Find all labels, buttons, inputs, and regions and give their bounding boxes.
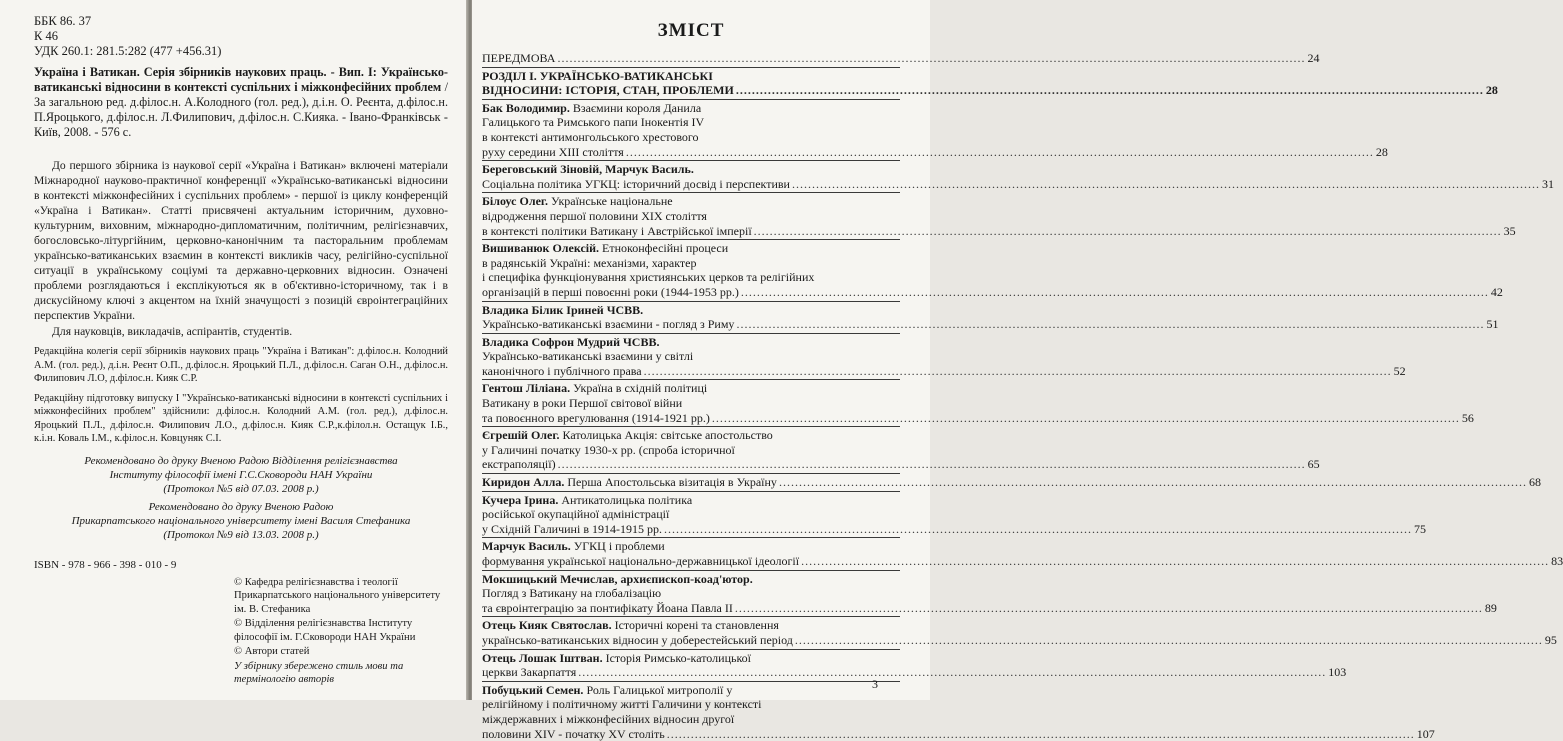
toc-author: Єгрешій Олег.	[482, 428, 560, 443]
approval-line: (Протокол №9 від 13.03. 2008 р.)	[163, 528, 319, 541]
toc-line-text	[482, 285, 739, 300]
right-page	[472, 0, 1563, 741]
toc-line-text	[482, 145, 624, 160]
toc-line	[482, 600, 1497, 616]
toc-line-text	[482, 651, 751, 666]
toc-title-text: Українсько-ватиканські взаємини - погляд з Риму	[482, 317, 735, 332]
toc-line-text	[482, 522, 662, 537]
toc-line-text	[482, 493, 692, 508]
bbk-code: ББК 86. 37	[34, 14, 92, 28]
toc-leader-dots	[578, 665, 1326, 680]
toc-title-text: Перша Апостольська візитація в Україну	[564, 475, 777, 490]
toc-title-text: в контексті політики Ватикану і Австрійської імперії	[482, 223, 752, 238]
style-note: У збірнику збережено стиль мови та термінологію авторів	[234, 660, 404, 685]
toc-title-text: УГКЦ і проблеми	[570, 539, 665, 554]
toc-leader-dots	[644, 364, 1392, 379]
toc-leader-dots	[741, 285, 1489, 300]
toc-page-number: 89	[1484, 600, 1497, 615]
toc-page-number: 75	[1413, 521, 1426, 536]
toc-leader-dots	[557, 51, 1305, 66]
toc-line-text	[482, 712, 734, 727]
toc-line-text	[482, 83, 734, 98]
toc-line-text	[482, 69, 713, 84]
toc-leader-dots	[558, 457, 1306, 472]
toc-line-text	[482, 241, 728, 256]
toc-line	[482, 176, 1554, 192]
toc-line-text	[482, 727, 665, 741]
toc-author: Мокшицький Мечислав, архиєпископ-коад'ютор.	[482, 571, 753, 586]
toc-page-number: 28	[1485, 83, 1498, 98]
toc-line-text	[482, 443, 735, 458]
toc-line	[482, 618, 900, 633]
toc-line	[482, 101, 900, 116]
toc-title-text: формування української національно-державницької ідеології	[482, 554, 800, 568]
toc-line	[482, 256, 900, 271]
approval-institute	[34, 454, 448, 496]
toc-title-text: Антикатолицька політика	[558, 492, 693, 507]
approval-university	[34, 500, 448, 542]
issue-editorial-board: Редакційну підготовку випуску І "Українсько-ватиканські відносини в контексті суспільних і міжконфесійних проблем" здійснили: д.філос.н. Колодний А.М. (гол. ред.), д.філос.н. Яроцький П.Л., д.філос.н. Филипович Л.О., д.філос.н. Кияк С.Р.,к.філол.н. Остащук І.Б., к.і.н. Коваль І.М., к.філос.н. Ковцуняк С.І.	[34, 392, 448, 444]
toc-entry	[482, 67, 1498, 98]
toc-line	[482, 586, 900, 601]
toc-line	[482, 241, 900, 256]
toc-author: Бак Володимир.	[482, 100, 570, 115]
toc-leader-dots	[736, 83, 1484, 98]
toc-line	[482, 194, 900, 209]
toc-line	[482, 83, 1498, 98]
toc-title-text: Українсько-ватиканські взаємини у світлі	[482, 349, 694, 364]
toc-page-number: 103	[1328, 665, 1347, 680]
toc-title-text: міждержавних і міжконфесійних відносин другої	[482, 711, 735, 726]
toc-leader-dots	[795, 633, 1543, 648]
toc-line-text	[482, 224, 752, 239]
page-number: 3	[872, 677, 878, 691]
toc-title-text: ПЕРЕДМОВА	[482, 51, 556, 65]
toc-line-text	[482, 130, 699, 145]
toc-title-text: РОЗДІЛ І. УКРАЇНСЬКО-ВАТИКАНСЬКІ	[482, 68, 713, 83]
toc-line	[482, 443, 900, 458]
toc-title-text: Взаємини короля Данила	[569, 100, 702, 115]
toc-page-number: 35	[1503, 223, 1516, 238]
toc-heading: ЗМІСТ	[657, 20, 725, 41]
toc-line	[482, 69, 900, 84]
toc-line-text	[482, 396, 682, 411]
toc-page-number: 24	[1307, 51, 1320, 65]
toc-title-text: релігійному і політичному житті Галичини у контексті	[482, 697, 762, 712]
toc-title-text: у Східній Галичині в 1914-1915 рр.	[482, 521, 662, 536]
toc-page-number: 42	[1490, 284, 1503, 299]
toc-entry	[482, 649, 1347, 680]
toc-line-text	[482, 457, 556, 472]
toc-line-text	[482, 411, 710, 426]
toc-page-number: 107	[1416, 726, 1435, 741]
toc-title-text: Католицька Акція: світське апостольство	[559, 428, 773, 443]
toc-page-number: 83	[1551, 554, 1563, 568]
toc-title-text: відродження першої половини XIX століття	[482, 208, 707, 223]
toc-line-text	[482, 303, 643, 318]
toc-title-text: Погляд з Ватикану на глобалізацію	[482, 586, 662, 601]
toc-line	[482, 632, 1557, 648]
toc-title-text: половини XIV - початку XV століть	[482, 726, 665, 741]
toc-line	[482, 51, 1320, 66]
toc-title-text: Історичні корені та становлення	[611, 618, 779, 633]
toc-title-text: Галицького та Римського папи Інокентія IV	[482, 115, 705, 130]
toc-line	[482, 539, 900, 554]
toc-page-number: 52	[1393, 363, 1406, 378]
toc-line-text	[482, 428, 773, 443]
toc-line-text	[482, 539, 665, 554]
toc-entry	[482, 491, 1426, 537]
toc-entry	[482, 681, 1435, 741]
toc-line	[482, 335, 900, 350]
toc-author: Білоус Олег.	[482, 194, 548, 209]
toc-page-number: 28	[1375, 144, 1388, 159]
toc-author: Кучера Ірина.	[482, 492, 559, 507]
toc-line-text	[482, 256, 696, 271]
bibliographic-description	[34, 65, 448, 140]
toc-line	[482, 507, 900, 522]
toc-line	[482, 651, 900, 666]
toc-line	[482, 130, 900, 145]
toc-entry	[482, 473, 1541, 490]
toc-author: Вишиванюк Олексій.	[482, 241, 600, 256]
toc-title-text: організацій в перші повоєнні роки (1944-1953 рр.)	[482, 284, 739, 299]
toc-entry	[482, 570, 1497, 616]
udc-code: УДК 260.1: 281.5:282 (477 +456.31)	[34, 44, 222, 58]
toc-title-text: в контексті антимонгольського хрестового	[482, 129, 699, 144]
abstract: До першого збірника із наукової серії «Україна і Ватикан» включені матеріали Міжнародної науково-практичної конференції «Українсько-ватиканські відносини в контексті міжконфесійних і суспільних проблем» - першої із циклу конференцій «Україна і Ватикан». Статті присвячені актуальним історичним, духовно-культурним, виховним, міжнародно-дипломатичним, політичним, релігієзнавчих, богословсько-літургійним, церковно-канонічним та пасторальним проблемам українсько-ватиканських взаємин в контексті викликів часу, релігійно-суспільної ситуації в українському соціумі та державно-церковних відносин. Означені проблеми розглядаються і експлікуються як в об'єктивно-історичному, так і в дискусійному ключі з акцентом на їхній значущості з позицій євроінтеграційних перспектив України.	[34, 159, 448, 322]
book-imprint: / За загальною ред. д.філос.н. А.Колодного (гол. ред.), д.і.н. О. Реєнта, д.філос.н. П.Яроцького, д.філос.н. Л.Филипович, д.філос.н. С.Кияка. - Івано-Франківськ - Київ, 2008. - 576 с.	[34, 80, 448, 139]
toc-leader-dots	[801, 554, 1549, 569]
toc-title-text: ВІДНОСИНИ: ІСТОРІЯ, СТАН, ПРОБЛЕМИ	[482, 83, 734, 98]
toc-line	[482, 712, 900, 727]
toc-line	[482, 284, 1503, 300]
toc-line-text	[482, 586, 661, 601]
toc-author: Владика Білик Іриней ЧСВВ.	[482, 302, 644, 317]
toc-line	[482, 162, 900, 177]
toc-page-number: 31	[1541, 176, 1554, 191]
toc-title-text: екстраполяції)	[482, 457, 556, 472]
toc-line	[482, 726, 1435, 741]
toc-line	[482, 665, 1347, 680]
toc-author: Киридон Алла.	[482, 475, 565, 490]
toc-title-text: та євроінтеграцію за понтифікату Йоана Павла ІІ	[482, 600, 733, 615]
toc-entry	[482, 50, 1320, 66]
approval-line: (Протокол №5 від 07.03. 2008 р.)	[163, 482, 319, 495]
approval-line: Рекомендовано до друку Вченою Радою Відділення релігієзнавства	[84, 454, 398, 467]
toc-leader-dots	[779, 475, 1527, 490]
toc-line	[482, 349, 900, 364]
copyright-line: © Відділення релігієзнавства Інституту філософії ім. Г.Сковороди НАН України	[234, 618, 416, 643]
toc-line	[482, 381, 900, 396]
toc-title-text: Ватикану в роки Першої світової війни	[482, 396, 683, 411]
toc-line-text	[482, 209, 707, 224]
toc-line	[482, 396, 900, 411]
toc-line	[482, 428, 900, 443]
toc-title-text: Етноконфесійні процеси	[599, 241, 729, 256]
left-page	[0, 0, 468, 700]
toc-line	[482, 572, 900, 587]
toc-leader-dots	[736, 317, 1484, 332]
toc-line-text	[482, 115, 704, 130]
toc-page-number: 68	[1528, 475, 1541, 490]
toc-line	[482, 457, 1320, 472]
toc-author: Береговський Зіновій, Марчук Василь.	[482, 162, 694, 177]
toc-author: Отець Лошак Іштван.	[482, 650, 603, 665]
toc-title-text: Соціальна політика УГКЦ: історичний досвід і перспективи	[482, 176, 790, 191]
toc-title-text: українсько-ватиканських відносин у добереcтейський період	[482, 632, 793, 647]
toc-line-text	[482, 194, 673, 209]
toc-title-text: та повоєнного врегулювання (1914-1921 рр.)	[482, 410, 710, 425]
audience-note: Для науковців, викладачів, аспірантів, студентів.	[52, 325, 293, 338]
toc-line-text	[482, 554, 799, 569]
toc-title-text: у Галичині початку 1930-х рр. (спроба історичної	[482, 442, 735, 457]
toc-line	[482, 493, 900, 508]
author-mark: К 46	[34, 29, 58, 43]
toc-line	[482, 209, 900, 224]
approval-line: Прикарпатського національного університету імені Василя Стефаника	[71, 514, 411, 527]
toc-page-number: 51	[1486, 317, 1499, 332]
toc-leader-dots	[754, 224, 1502, 239]
toc-title-text: російської окупаційної адміністрації	[482, 507, 670, 522]
toc-line-text	[482, 683, 732, 698]
toc-entry	[482, 239, 1503, 299]
toc-title-text: церкви Закарпаття	[482, 665, 577, 680]
toc-leader-dots	[712, 411, 1460, 426]
toc-entry	[482, 301, 1499, 332]
toc-line-text	[482, 633, 793, 648]
toc-line-text	[482, 270, 814, 285]
toc-entry	[482, 192, 1516, 238]
table-of-contents	[482, 50, 1563, 741]
toc-page-number: 56	[1461, 410, 1474, 425]
classification-codes	[34, 14, 448, 59]
toc-line-text	[482, 335, 659, 350]
toc-line-text	[482, 162, 694, 177]
toc-line	[482, 410, 1474, 426]
toc-leader-dots	[664, 522, 1412, 537]
toc-line	[482, 554, 1563, 569]
toc-title-text: Україна в східній політиці	[570, 381, 708, 396]
toc-leader-dots	[792, 177, 1540, 192]
toc-author: Отець Кияк Святослав.	[482, 618, 612, 633]
toc-line	[482, 475, 1541, 490]
toc-line	[482, 115, 900, 130]
toc-line	[482, 270, 900, 285]
toc-line	[482, 144, 1388, 160]
copyright-block	[234, 576, 448, 687]
toc-title-text: Історія Римсько-католицької	[602, 650, 752, 665]
toc-line-text	[482, 364, 642, 379]
toc-line	[482, 363, 1406, 379]
toc-leader-dots	[735, 601, 1483, 616]
toc-page-number: 95	[1544, 632, 1557, 647]
toc-line-text	[482, 177, 790, 192]
toc-line	[482, 697, 900, 712]
toc-leader-dots	[626, 145, 1374, 160]
toc-entry	[482, 160, 1554, 191]
toc-line	[482, 303, 900, 318]
toc-line-text	[482, 507, 669, 522]
toc-line-text	[482, 572, 753, 587]
toc-line-text	[482, 475, 777, 490]
toc-line-text	[482, 618, 779, 633]
toc-line-text	[482, 51, 555, 66]
toc-line	[482, 317, 1499, 332]
toc-title-text: Роль Галицької митрополії у	[583, 682, 733, 697]
toc-line-text	[482, 601, 733, 616]
toc-entry	[482, 616, 1557, 647]
copyright-line: © Автори статей	[234, 646, 310, 657]
toc-author: Побуцький Семен.	[482, 682, 584, 697]
toc-entry	[482, 333, 1406, 379]
toc-author: Марчук Василь.	[482, 539, 571, 554]
toc-entry	[482, 99, 1388, 159]
toc-title-text: в радянській Україні: механізми, характер	[482, 255, 697, 270]
toc-entry	[482, 426, 1320, 472]
toc-line	[482, 683, 900, 698]
toc-line-text	[482, 697, 762, 712]
toc-title-text: Українське національне	[548, 194, 673, 209]
toc-page-number: 65	[1307, 457, 1320, 472]
approval-line: Рекомендовано до друку Вченою Радою	[148, 500, 334, 513]
toc-author: Владика Софрон Мудрий ЧСВВ.	[482, 334, 660, 349]
toc-line	[482, 223, 1516, 239]
toc-title-text: канонічного і публічного права	[482, 363, 642, 378]
toc-title-text: і специфіка функціонування християнських церков та релігійних	[482, 270, 815, 285]
approval-line: Інституту філософії імені Г.С.Сковороди НАН України	[109, 468, 373, 481]
toc-entry	[482, 379, 1474, 425]
isbn: ISBN - 978 - 966 - 398 - 010 - 9	[34, 558, 177, 571]
toc-line-text	[482, 349, 693, 364]
toc-author: Гентош Ліліана.	[482, 381, 571, 396]
toc-entry	[482, 537, 1563, 568]
series-editorial-board: Редакційна колегія серії збірників наукових праць "Україна і Ватикан": д.філос.н. Колодний А.М. (гол. ред.), д.і.н. Реєнт О.П., д.філос.н. Яроцький П.Л., д.філос.н. Саган О.Н., д.філос.н. Филипович Л.О, д.філос.н. Кияк С.Р.	[34, 346, 448, 384]
toc-line-text	[482, 317, 734, 332]
toc-line	[482, 521, 1426, 537]
toc-line-text	[482, 101, 701, 116]
toc-title-text: руху середини XIII століття	[482, 144, 624, 159]
toc-leader-dots	[667, 727, 1415, 741]
copyright-line: © Кафедра релігієзнавства і теології Прикарпатського національного університету ім. В. Стефаника	[234, 576, 441, 615]
toc-line-text	[482, 665, 576, 680]
toc-line-text	[482, 381, 707, 396]
book-title: Україна і Ватикан. Серія збірників наукових праць. - Вип. І: Українсько-ватиканські відносини в контексті суспільних і міжконфесійних проблем	[34, 65, 448, 94]
